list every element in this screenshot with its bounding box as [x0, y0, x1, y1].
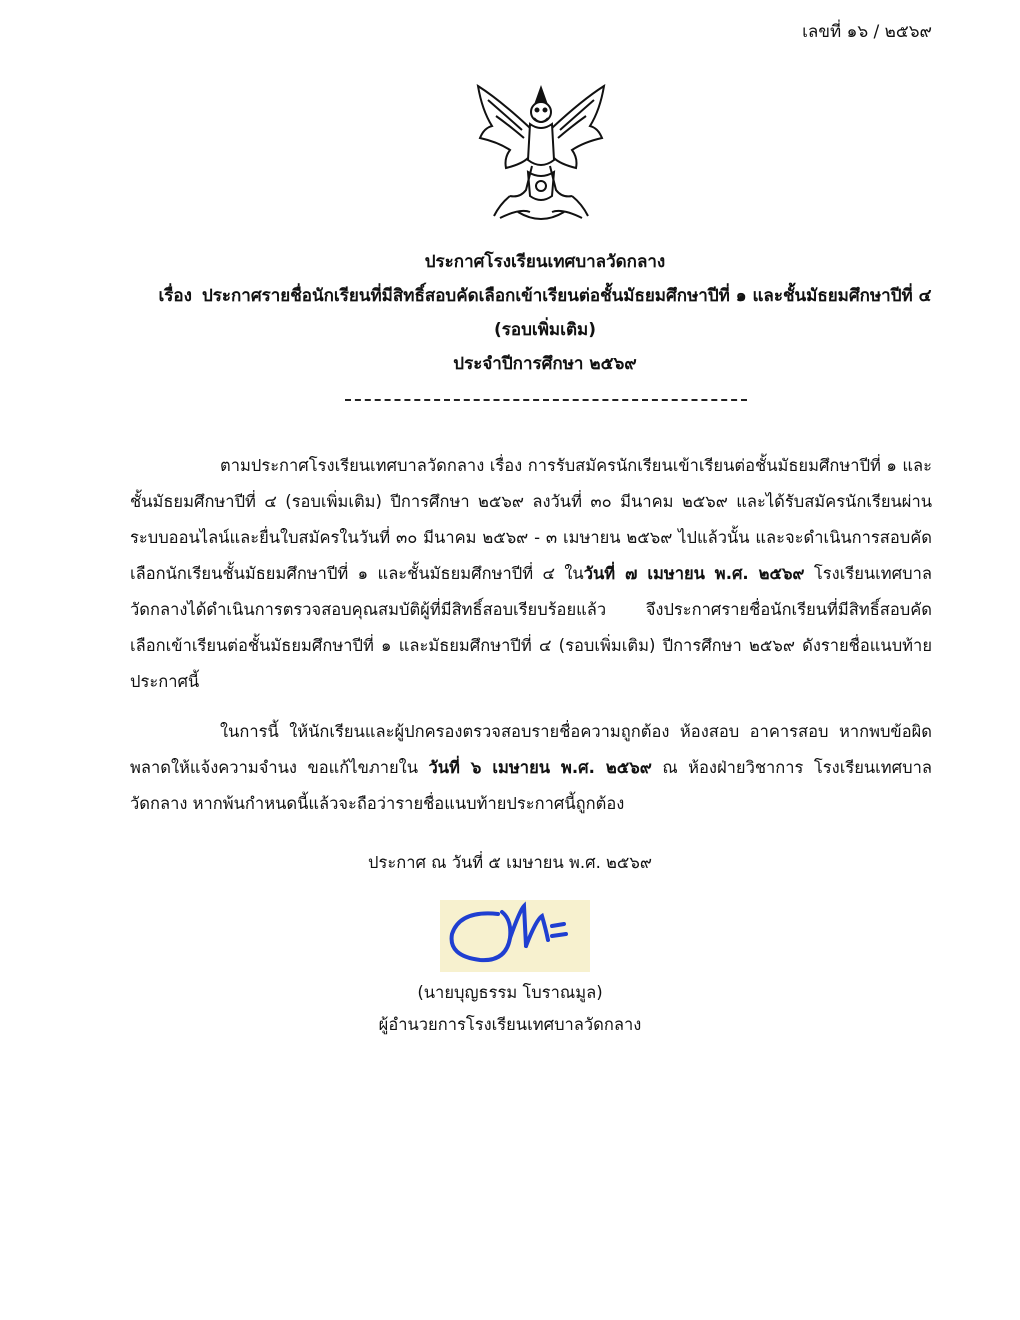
garuda-emblem-icon	[470, 80, 612, 230]
subject-label: เรื่อง	[158, 286, 192, 306]
paragraph-2-text-b: ณ ห้องฝ่ายวิชาการ โรงเรียนเทศบาลวัดกลาง หากพ้นกำหนดนี้แล้วจะถือว่ารายชื่อแนบท้ายประกาศนี้ถูกต้อง	[130, 758, 932, 813]
document-number: เลขที่ ๑๖ / ๒๕๖๙	[802, 22, 932, 42]
announcement-header	[120, 245, 970, 381]
paragraph-2-text-a: ในการนี้ ให้นักเรียนและผู้ปกครองตรวจสอบรายชื่อความถูกต้อง ห้องสอบ อาคารสอบ หากพบข้อผิดพลาดให้แจ้งความจำนง ขอแก้ไขภายใน	[130, 722, 932, 777]
announcement-academic-year: ประจำปีการศึกษา ๒๕๖๙	[453, 354, 637, 374]
paragraph-1-text-b: โรงเรียนเทศบาลวัดกลางได้ดำเนินการตรวจสอบคุณสมบัติผู้ที่มีสิทธิ์สอบเรียบร้อยแล้ว จึงประกาศรายชื่อนักเรียนที่มีสิทธิ์สอบคัดเลือกเข้าเรียนต่อชั้นมัธยมศึกษาปีที่ ๑ และมัธยมศึกษาปีที่ ๔ (รอบเพิ่มเติม) ปีการศึกษา ๒๕๖๙ ดังรายชื่อแนบท้ายประกาศนี้	[130, 564, 932, 691]
signer-title: ผู้อำนวยการโรงเรียนเทศบาลวัดกลาง	[378, 1015, 642, 1034]
announcement-subject-line	[120, 279, 970, 313]
exam-date: วันที่ ๗ เมษายน พ.ศ. ๒๕๖๙	[583, 564, 805, 583]
subject-text: ประกาศรายชื่อนักเรียนที่มีสิทธิ์สอบคัดเลือกเข้าเรียนต่อชั้นมัธยมศึกษาปีที่ ๑ และชั้นมัธยมศึกษาปีที่ ๔	[201, 286, 932, 306]
announcement-date: ประกาศ ณ วันที่ ๕ เมษายน พ.ศ. ๒๕๖๙	[368, 853, 652, 872]
announcement-round: (รอบเพิ่มเติม)	[494, 320, 596, 340]
body-paragraph-1	[130, 448, 932, 700]
signature	[440, 900, 590, 972]
correction-deadline: วันที่ ๖ เมษายน พ.ศ. ๒๕๖๙	[428, 758, 652, 777]
announcement-org-title: ประกาศโรงเรียนเทศบาลวัดกลาง	[424, 252, 666, 272]
signer-name: (นายบุญธรรม โบราณมูล)	[417, 983, 603, 1002]
body-paragraph-2	[130, 714, 932, 822]
paragraph-1-text-a: ตามประกาศโรงเรียนเทศบาลวัดกลาง เรื่อง การรับสมัครนักเรียนเข้าเรียนต่อชั้นมัธยมศึกษาปีที่ ๑ และชั้นมัธยมศึกษาปีที่ ๔ (รอบเพิ่มเติม) ปีการศึกษา ๒๕๖๙ ลงวันที่ ๓๐ มีนาคม ๒๕๖๙ และได้รับสมัครนักเรียนผ่านระบบออนไลน์และยื่นใบสมัครในวันที่ ๓๐ มีนาคม ๒๕๖๙ - ๓ เมษายน ๒๕๖๙ ไปแล้วนั้น และจะดำเนินการสอบคัดเลือกนักเรียนชั้นมัธยมศึกษาปีที่ ๑ และชั้นมัธยมศึกษาปีที่ ๔ ใน	[130, 456, 932, 583]
header-divider	[345, 399, 747, 401]
